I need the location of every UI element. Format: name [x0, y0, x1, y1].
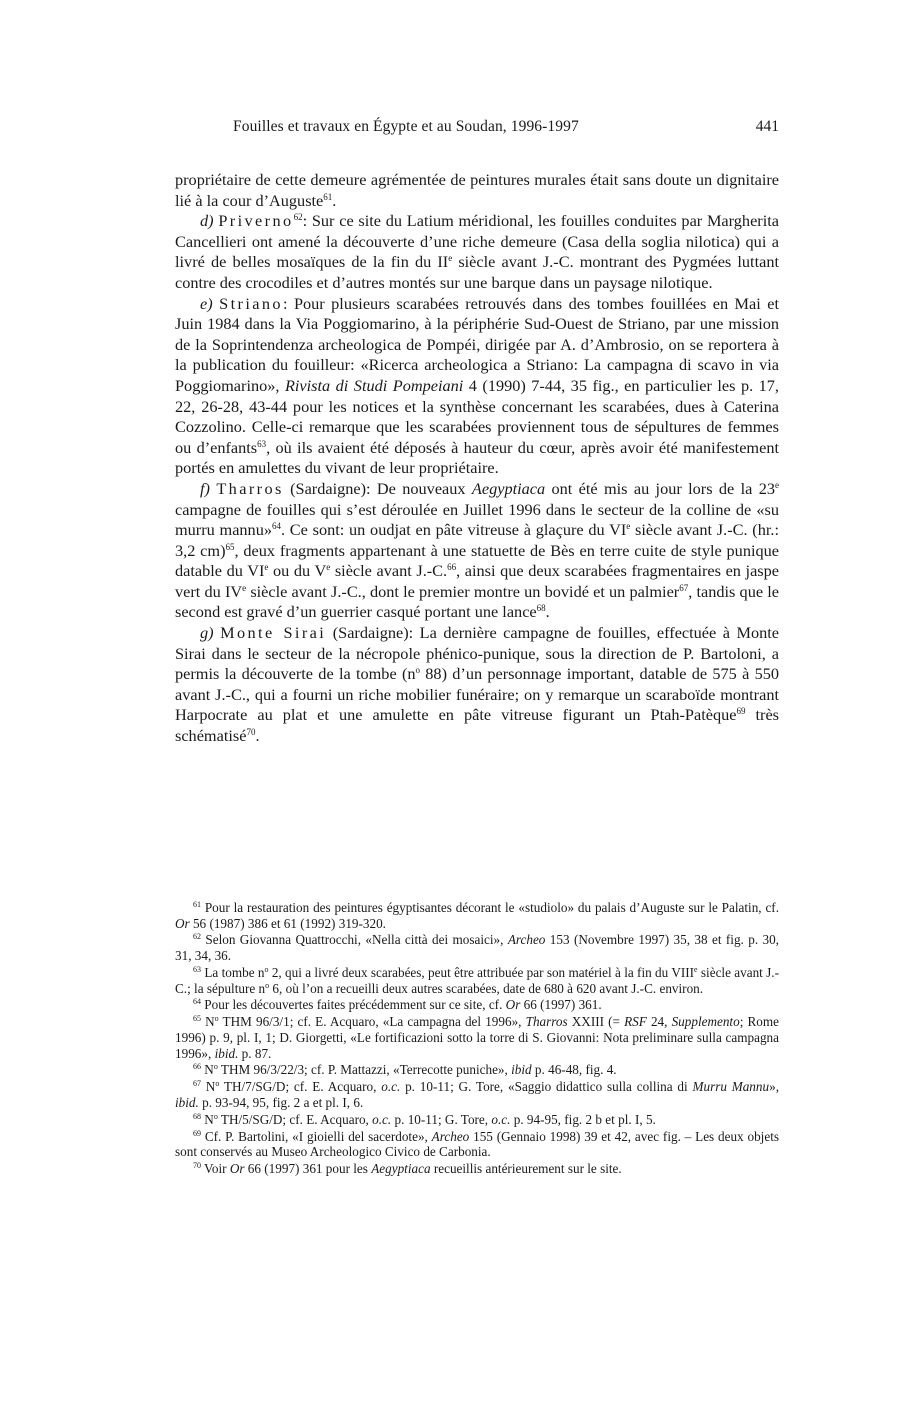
- footnote-ref[interactable]: 66: [447, 562, 457, 573]
- page-number: 441: [755, 118, 779, 135]
- footnote-64: $^{64}$ Pour les découvertes faites précédemment sur ce site, cf. Or 66 (1997) 361.: [193, 997, 602, 1013]
- footnote-ref[interactable]: 63: [257, 438, 267, 449]
- footnote-number: 64: [193, 997, 201, 1007]
- footnote-number: 66: [193, 1062, 201, 1072]
- footnote-number: 63: [193, 964, 201, 974]
- footnote-number: 65: [193, 1014, 201, 1024]
- paragraph-tharros: f) Tharros (Sardaigne): De nouveaux Aegyptiaca ont été mis au jour lors de la 23e campagne de fouilles qui s’est déroulée en Juillet 1996 dans le secteur de la colline de «su murru mannu»$^{64}$. Ce sont: un oudjat en pâte vitreuse à glaçure du VIe siècle avant J.-C. (hr.: 3,2 cm)$^{65}$, deux fragments appartenant à une statuette de Bès en terre cuite de style punique datable du VIe ou du Ve siècle avant J.-C.$^{66}$, ainsi que deux scarabées fragmentaires en jaspe vert du IVe siècle avant J.-C., dont le premier montre un bovidé et un palmier$^{67}$, tandis que le second est gravé d’un guerrier casqué portant une lance$^{68}$.: [175, 478, 780, 622]
- footnote-number: 67: [193, 1079, 201, 1089]
- footnote-ref[interactable]: 64: [271, 521, 281, 532]
- footnote-67: $^{67}$ $N^o$ TH/7/SG/D; cf. E. Acquaro, o.c. p. 10-11; G. Tore, «Saggio didattico sulla collina di Murru Mannu», ibid. p. 93-94, 95, fig. 2 a et pl. I, 6.: [175, 1079, 779, 1110]
- footnote-ref[interactable]: 65: [225, 541, 235, 552]
- footnote-ref[interactable]: 68: [536, 603, 546, 614]
- footnote-ref[interactable]: 62: [293, 212, 303, 223]
- paragraph-monte-sirai: g) Monte Sirai (Sardaigne): La dernière campagne de fouilles, effectuée à Monte Sirai dans le secteur de la nécropole phénico-punique, sous la direction de P. Bartoloni, a permis la découverte de la tombe ($n^o$ 88) d’un personnage important, datable de 575 à 550 avant J.-C., qui a fourni un riche mobilier funéraire; on y remarque un scaraboïde montrant Harpocrate au plat et une amulette en pâte vitreuse figurant un Ptah-Patèque$^{69}$ très schématisé$^{70}$.: [175, 623, 780, 746]
- section-label: f): [200, 478, 210, 498]
- place-name: Tharros: [216, 478, 284, 498]
- footnote-ref[interactable]: 70: [246, 727, 256, 738]
- footnote-66: $^{66}$ $N^o$ THM 96/3/22/3; cf. P. Mattazzi, «Terrecotte puniche», ibid p. 46-48, fig. 4.: [193, 1062, 617, 1078]
- footnote-number: 70: [193, 1161, 201, 1171]
- footnotes: [175, 900, 779, 1178]
- paragraph-priverno: d) Priverno$^{62}$: Sur ce site du Latium méridional, les fouilles conduites par Margherita Cancellieri ont amené la découverte d’une riche demeure (Casa della soglia nilotica) qui a livré de belles mosaïques de la fin du IIe siècle avant J.-C. montrant des Pygmées luttant contre des crocodiles et d’autres montés sur une barque dans un paysage nilotique.: [175, 211, 779, 292]
- footnote-number: 69: [193, 1128, 201, 1138]
- footnote-62: $^{62}$ Selon Giovanna Quattrocchi, «Nella città dei mosaici», Archeo 153 (Novembre 1997) 35, 38 et fig. p. 30, 31, 34, 36.: [175, 932, 779, 964]
- footnote-63: $^{63}$ La tombe $n^o$ 2, qui a livré deux scarabées, peut être attribuée par son matériel à la fin du VIIIe siècle avant J.-C.; la sépulture $n^o$ 6, où l’on a recueilli deux autres scarabées, date de 680 à 620 avant J.-C. environ.: [175, 964, 779, 996]
- place-name: Monte Sirai: [220, 623, 327, 643]
- running-title: Fouilles et travaux en Égypte et au Soudan, 1996-1997: [233, 118, 579, 135]
- footnote-ref[interactable]: 61: [323, 191, 333, 202]
- footnote-65: $^{65}$ $N^o$ THM 96/3/1; cf. E. Acquaro, «La campagna del 1996», Tharros XXIII (= RSF 24, Supplemento; Rome 1996) p. 9, pl. I, 1; D. Giorgetti, «Le fortificazioni sotto la torre di S. Giovanni: Nota preliminare sulla campagna 1996», ibid. p. 87.: [175, 1014, 779, 1061]
- footnote-number: 62: [193, 932, 201, 942]
- footnote-ref[interactable]: 67: [679, 582, 689, 593]
- paragraph-striano: e) Striano: Pour plusieurs scarabées retrouvés dans des tombes fouillées en Mai et Juin 1984 dans la Via Poggiomarino, à la périphérie Sud-Ouest de Striano, par une mission de la Soprintendenza archeologica de Pompéi, dirigée par A. d’Ambrosio, on se reportera à la publication du fouilleur: «Ricerca archeologica a Striano: La campagna di scavo in via Poggiomarino», Rivista di Studi Pompeiani 4 (1990) 7-44, 35 fig., en particulier les p. 17, 22, 26-28, 43-44 pour les notices et la synthèse concernant les scarabées, dues à Caterina Cozzolino. Celle-ci remarque que les scarabées proviennent tous de sépultures de femmes ou d’enfants$^{63}$, où ils avaient été déposés à hauteur du cœur, après avoir été manifestement portés en amulettes du vivant de leur propriétaire.: [175, 293, 779, 478]
- running-header: [175, 118, 779, 142]
- section-label: e): [200, 293, 213, 313]
- footnote-number: 61: [193, 900, 201, 909]
- main-text: [175, 170, 779, 747]
- place-name: Priverno: [218, 211, 294, 231]
- place-name: Striano: [219, 293, 283, 313]
- footnote-number: 68: [193, 1111, 201, 1121]
- footnote-ref[interactable]: 69: [736, 706, 746, 717]
- section-label: d): [200, 211, 214, 231]
- footnote-70: $^{70}$ Voir Or 66 (1997) 361 pour les Aegyptiaca recueillis antérieurement sur le site.: [193, 1161, 622, 1177]
- footnote-61: $^{61}$ Pour la restauration des peintures égyptisantes décorant le «studiolo» du palais d’Auguste sur le Palatin, cf. Or 56 (1987) 386 et 61 (1992) 319-320.: [175, 900, 779, 931]
- footnote-68: $^{68}$ $N^o$ TH/5/SG/D; cf. E. Acquaro, o.c. p. 10-11; G. Tore, o.c. p. 94-95, fig. 2 b et pl. I, 5.: [193, 1111, 656, 1127]
- paragraph-continuation: propriétaire de cette demeure agrémentée de peintures murales était sans doute un dignitaire lié à la cour d’Auguste$^{61}$.: [175, 170, 779, 210]
- footnote-69: $^{69}$ Cf. P. Bartolini, «I gioielli del sacerdote», Archeo 155 (Gennaio 1998) 39 et 42, avec fig. – Les deux objets sont conservés au Museo Archeologico Civico de Carbonia.: [175, 1128, 779, 1160]
- section-label: g): [200, 623, 214, 643]
